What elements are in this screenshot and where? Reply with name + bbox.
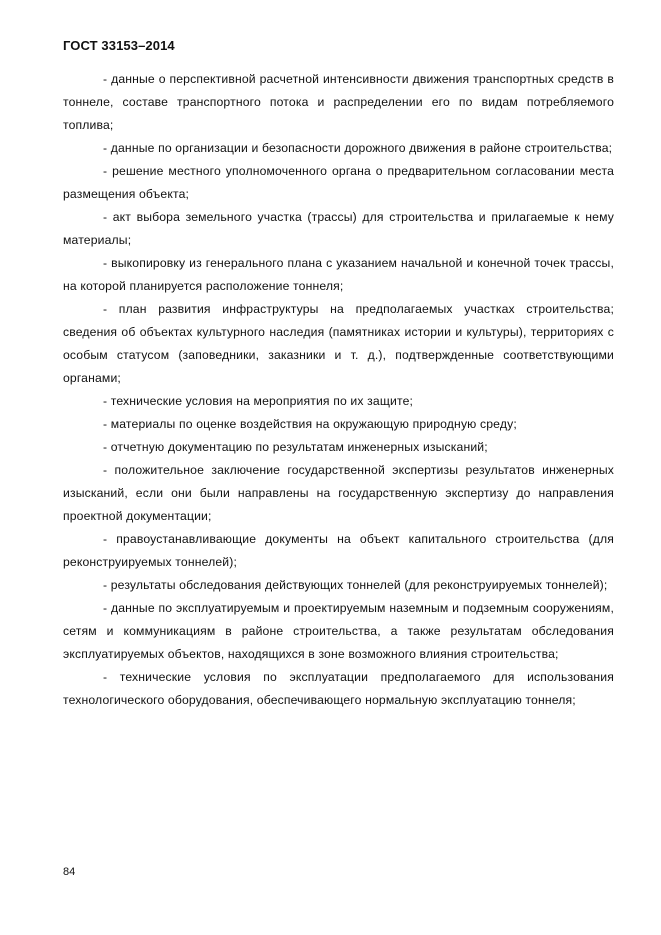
list-item: - данные о перспективной расчетной интенсивности движения транспортных средств в тоннеле, составе транспортного потока и распределении его по видам потребляемого топлива; xyxy=(63,72,614,132)
list-item: - результаты обследования действующих тоннелей (для реконструируемых тоннелей); xyxy=(103,578,608,592)
list-item: - технические условия по эксплуатации предполагаемого для использования технологического оборудования, обеспечивающего нормальную эксплуатацию тоннеля; xyxy=(63,670,614,707)
list-item: - отчетную документацию по результатам инженерных изысканий; xyxy=(103,440,488,454)
list-item: - решение местного уполномоченного органа о предварительном согласовании места размещения объекта; xyxy=(63,164,614,201)
list-item: - план развития инфраструктуры на предполагаемых участках строительства; сведения об объектах культурного наследия (памятниках истории и культуры), территориях с особым статусом (заповедники, заказники и т. д.), подтвержденные соответствующими органами; xyxy=(63,302,614,385)
list-item: - данные по организации и безопасности дорожного движения в районе строительства; xyxy=(103,141,613,155)
list-item: - акт выбора земельного участка (трассы) для строительства и прилагаемые к нему материалы; xyxy=(63,210,614,247)
document-body xyxy=(63,68,614,712)
page-number: 84 xyxy=(63,866,76,878)
list-item: - выкопировку из генерального плана с указанием начальной и конечной точек трассы, на которой планируется расположение тоннеля; xyxy=(63,256,614,293)
list-item: - правоустанавливающие документы на объект капитального строительства (для реконструируемых тоннелей); xyxy=(63,532,614,569)
document-header: ГОСТ 33153–2014 xyxy=(63,38,175,53)
list-item: - технические условия на мероприятия по их защите; xyxy=(103,394,414,408)
list-item: - материалы по оценке воздействия на окружающую природную среду; xyxy=(103,417,517,431)
list-item: - данные по эксплуатируемым и проектируемым наземным и подземным сооружениям, сетям и коммуникациям в районе строительства, а также результатам обследования эксплуатируемых объектов, находящихся в зоне возможного влияния строительства; xyxy=(63,601,614,661)
list-item: - положительное заключение государственной экспертизы результатов инженерных изысканий, если они были направлены на государственную экспертизу до направления проектной документации; xyxy=(63,463,614,523)
